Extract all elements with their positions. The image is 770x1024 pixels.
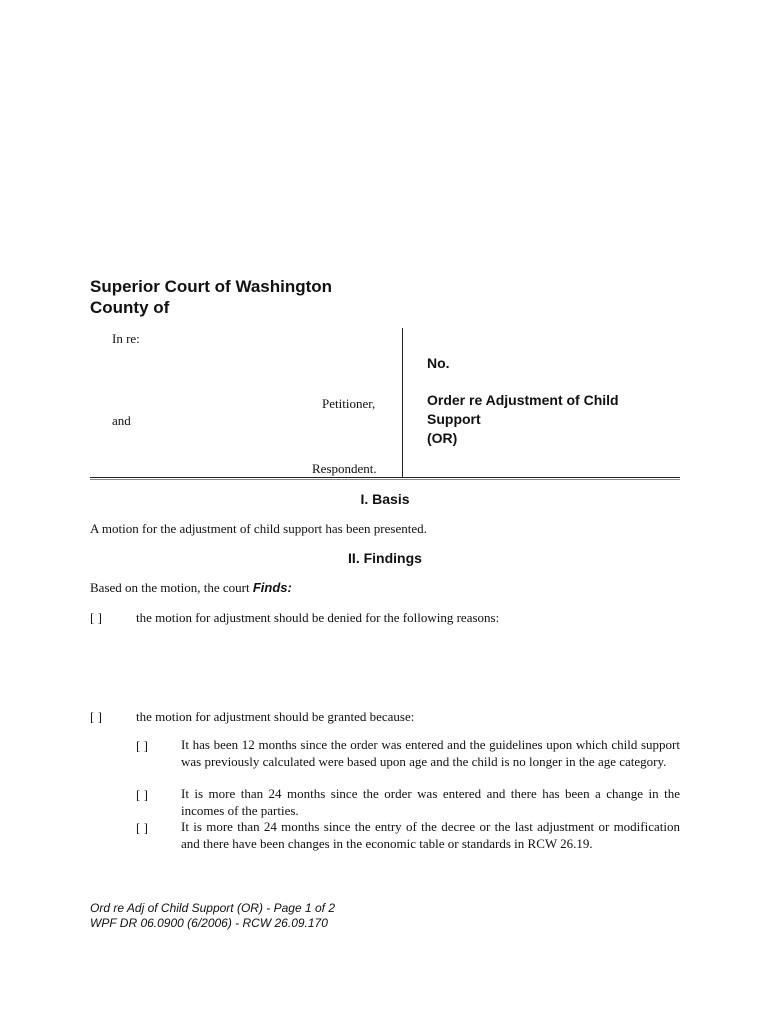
finds-colon: : <box>287 580 292 595</box>
granted-checkbox[interactable]: [ ] <box>90 709 102 724</box>
order-title-line3: (OR) <box>427 430 458 446</box>
court-title <box>90 276 332 318</box>
order-title-line2: Support <box>427 411 481 427</box>
section-basis-heading: I. Basis <box>360 491 410 507</box>
denied-checkbox[interactable]: [ ] <box>90 610 102 625</box>
reason-income-text: It is more than 24 months since the order was entered and there has been a change in the incomes of the parties. <box>181 786 680 818</box>
reason-age-text: It has been 12 months since the order was entered and the guidelines upon which child support was previously calculated were based upon age and the child is no longer in the age category. <box>181 737 680 769</box>
respondent-label: Respondent. <box>312 461 377 476</box>
reason-age-checkbox[interactable]: [ ] <box>136 738 148 753</box>
footer-form-title: Ord re Adj of Child Support (OR) - Page 1 of 2 <box>90 901 335 915</box>
caption-divider-horizontal <box>90 477 680 478</box>
court-name: Superior Court of Washington <box>90 277 333 296</box>
denied-option-text: the motion for adjustment should be denied for the following reasons: <box>136 610 500 625</box>
caption-divider-horizontal-shadow <box>90 479 680 480</box>
basis-text: A motion for the adjustment of child support has been presented. <box>90 521 427 536</box>
order-title-line1: Order re Adjustment of Child <box>427 392 619 408</box>
caption-divider-vertical <box>402 328 403 478</box>
petitioner-label: Petitioner, <box>322 396 376 411</box>
in-re-label: In re: <box>112 331 140 346</box>
county-label: County of <box>90 298 170 317</box>
and-label: and <box>112 413 131 428</box>
granted-option-text: the motion for adjustment should be granted because: <box>136 709 415 724</box>
reason-income-checkbox[interactable]: [ ] <box>136 787 148 802</box>
findings-intro-text: Based on the motion, the court <box>90 580 253 595</box>
order-title <box>427 391 667 448</box>
footer-form-code: WPF DR 06.0900 (6/2006) - RCW 26.09.170 <box>90 916 328 930</box>
finds-keyword: Finds <box>252 580 288 595</box>
case-number-label: No. <box>427 355 450 371</box>
reason-economic-table-checkbox[interactable]: [ ] <box>136 820 148 835</box>
page-footer <box>90 901 335 931</box>
findings-intro <box>90 580 292 596</box>
section-findings-heading: II. Findings <box>348 550 422 566</box>
reason-economic-table-text: It is more than 24 months since the entry of the decree or the last adjustment or modification and there have been changes in the economic table or standards in RCW 26.19. <box>181 819 680 851</box>
